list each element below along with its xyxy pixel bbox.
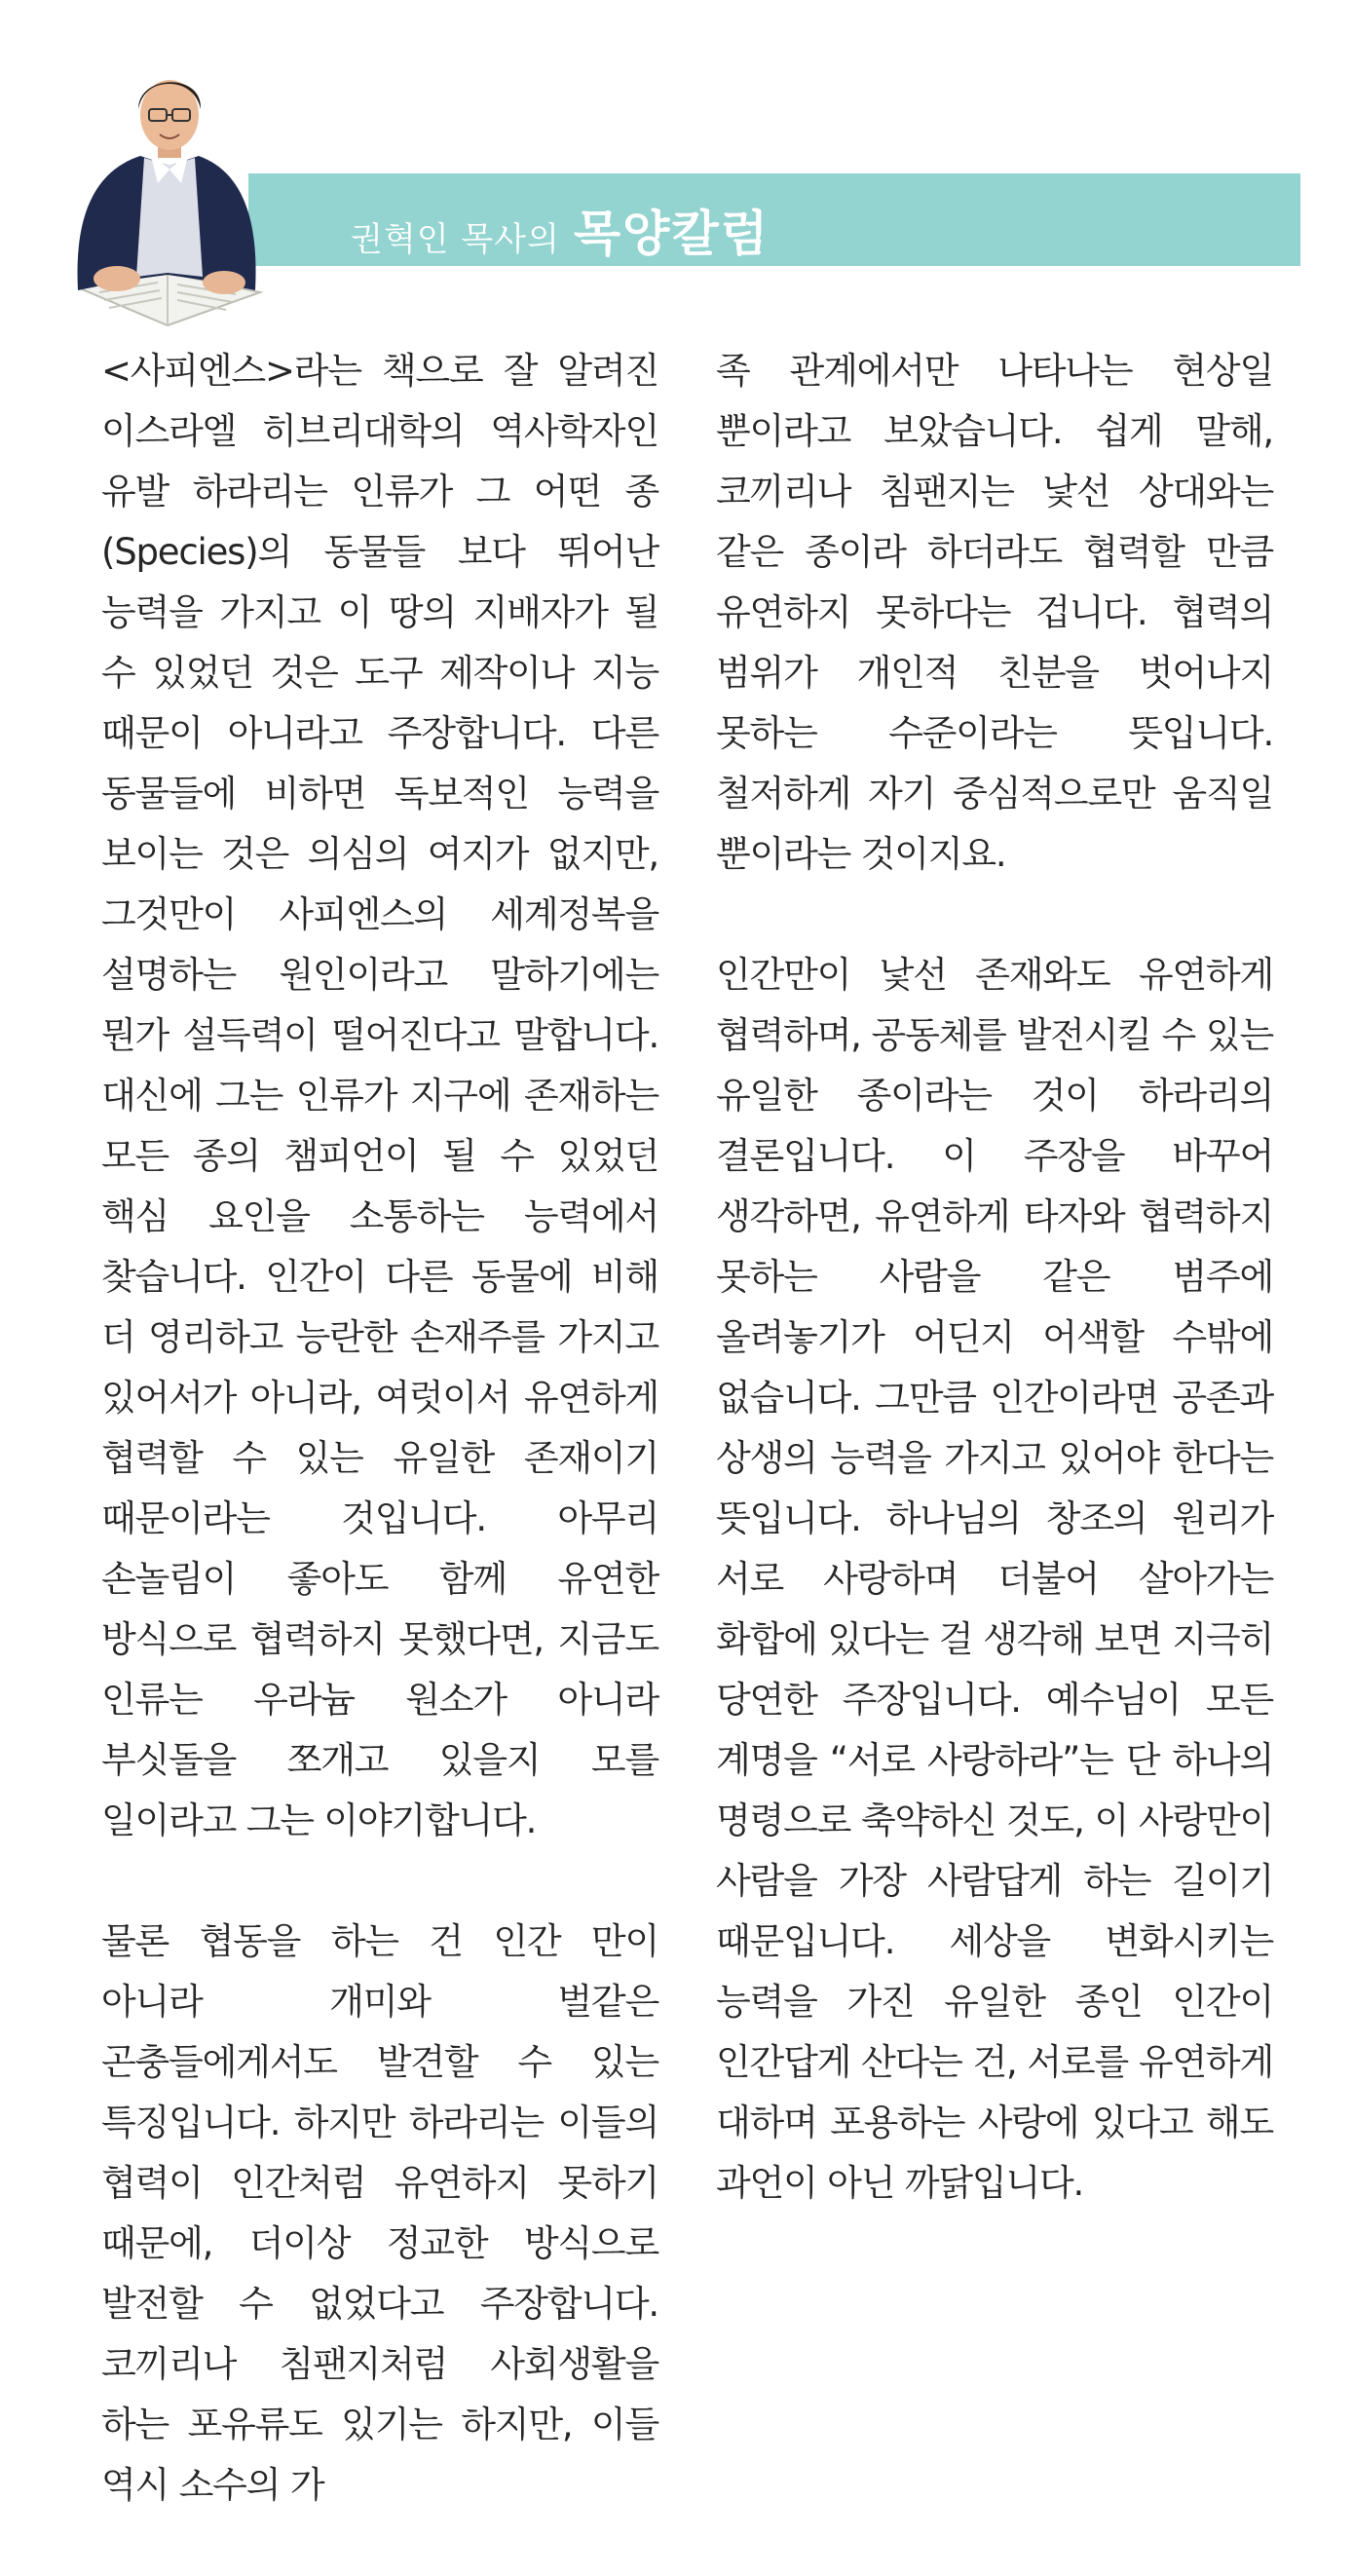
article-paragraph: 물론 협동을 하는 건 인간 만이 아니라 개미와 벌같은 곤충들에게서도 발견할 수 있는 특징입니다. 하지만 하라리는 이들의 협력이 인간처럼 유연하지 못하기 때문에, 더이상 정교한 방식으로 발전할 수 없었다고 주장합니다. 코끼리나 침팬지처럼 사회생활을 하는 포유류도 있기는 하지만, 이들 역시 소수의 가 [101, 1920, 658, 2506]
column-title [351, 195, 770, 262]
article-paragraph: 족 관계에서만 나타나는 현상일 뿐이라고 보았습니다. 쉽게 말해, 코끼리나 침팬지는 낯선 상대와는 같은 종이라 하더라도 협력할 만큼 유연하지 못하다는 겁니다. 협력의 범위가 개인적 친분을 벗어나지 못하는 수준이라는 뜻입니다. 철저하게 자기 중심적으로만 움직일 뿐이라는 것이지요. [716, 350, 1273, 875]
article-column-left [101, 341, 658, 2576]
author-portrait-icon [60, 47, 270, 329]
column-title-main: 목양칼럼 [573, 206, 770, 262]
column-title-author: 권혁인 목사의 [351, 220, 560, 259]
article-paragraph: <사피엔스>라는 책으로 잘 알려진 이스라엘 히브리대학의 역사학자인 유발 하라리는 인류가 그 어떤 종(Species)의 동물들 보다 뛰어난 능력을 가지고 이 땅의 지배자가 될 수 있었던 것은 도구 제작이나 지능 때문이 아니라고 주장합니다. 다른 동물들에 비하면 독보적인 능력을 보이는 것은 의심의 여지가 없지만, 그것만이 사피엔스의 세계정복을 설명하는 원인이라고 말하기에는 뭔가 설득력이 떨어진다고 말합니다. 대신에 그는 인류가 지구에 존재하는 모든 종의 챔피언이 될 수 있었던 핵심 요인을 소통하는 능력에서 찾습니다. 인간이 다른 동물에 비해 더 영리하고 능란한 손재주를 가지고 있어서가 아니라, 여럿이서 유연하게 협력할 수 있는 유일한 존재이기 때문이라는 것입니다. 아무리 손놀림이 좋아도 함께 유연한 방식으로 협력하지 못했다면, 지금도 인류는 우라늄 원소가 아니라 부싯돌을 쪼개고 있을지 모를 일이라고 그는 이야기합니다. [101, 350, 658, 1841]
author-photo [60, 47, 270, 329]
article-column-right [716, 341, 1273, 2274]
article-paragraph: 인간만이 낯선 존재와도 유연하게 협력하며, 공동체를 발전시킬 수 있는 유일한 종이라는 것이 하라리의 결론입니다. 이 주장을 바꾸어 생각하면, 유연하게 타자와 협력하지 못하는 사람을 같은 범주에 올려놓기가 어딘지 어색할 수밖에 없습니다. 그만큼 인간이라면 공존과 상생의 능력을 가지고 있어야 한다는 뜻입니다. 하나님의 창조의 원리가 서로 사랑하며 더불어 살아가는 화합에 있다는 걸 생각해 보면 지극히 당연한 주장입니다. 예수님이 모든 계명을 “서로 사랑하라”는 단 하나의 명령으로 축약하신 것도, 이 사랑만이 사람을 가장 사람답게 하는 길이기 때문입니다. 세상을 변화시키는 능력을 가진 유일한 종인 인간이 인간답게 산다는 건, 서로를 유연하게 대하며 포용하는 사랑에 있다고 해도 과언이 아닌 까닭입니다. [716, 954, 1273, 2204]
